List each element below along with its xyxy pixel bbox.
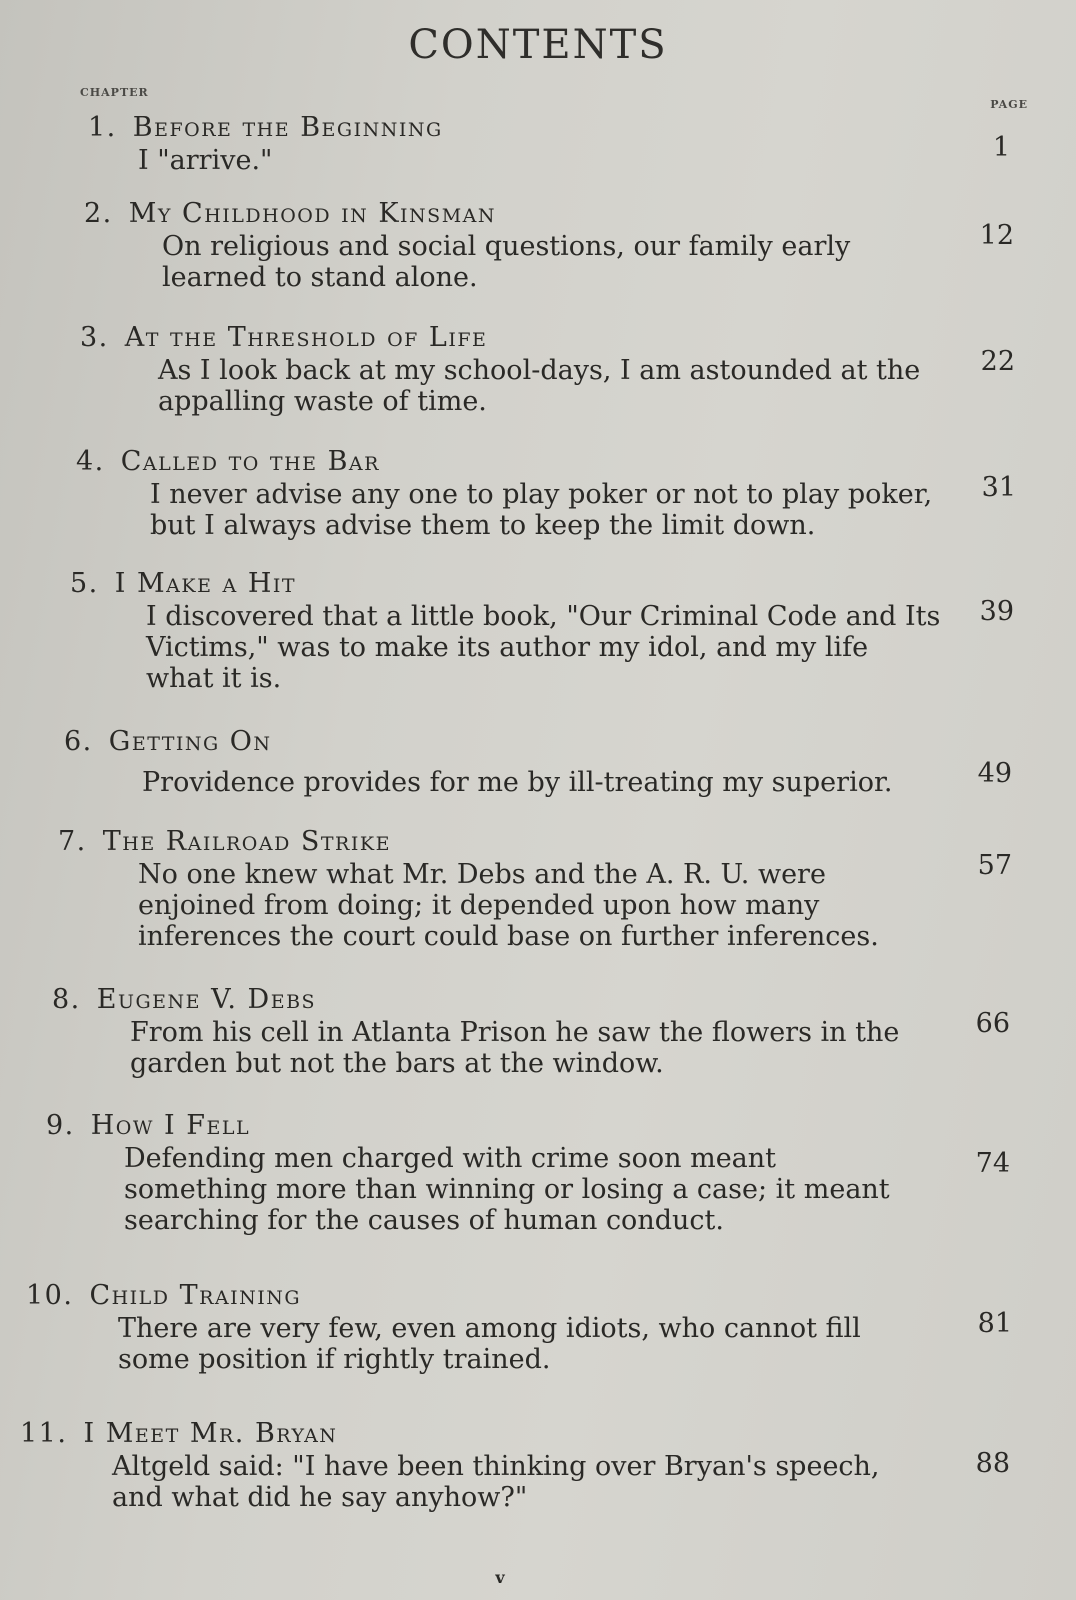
- page-title: CONTENTS: [408, 22, 668, 68]
- chapter-page-number: 88: [975, 1448, 1010, 1479]
- chapter-title: Called to the Bar: [120, 446, 380, 477]
- chapter-page-number: 39: [979, 596, 1014, 627]
- chapter-title: At the Threshold of Life: [124, 322, 488, 353]
- chapter-page-number: 74: [975, 1148, 1010, 1179]
- chapter-summary: There are very few, even among idiots, who cannot fill some position if rightly trained.: [118, 1313, 861, 1375]
- chapter-summary: Providence provides for me by ill-treating my superior.: [142, 767, 893, 798]
- chapter-summary: I "arrive.": [138, 145, 273, 176]
- chapter-page-number: 57: [977, 850, 1012, 881]
- chapter-number: 2.: [84, 198, 113, 229]
- toc-entry-7: [58, 826, 1048, 952]
- chapter-page-number: 66: [975, 1008, 1010, 1039]
- toc-entry-10: [26, 1280, 1016, 1375]
- chapter-title: Getting On: [108, 726, 272, 757]
- chapter-page-number: 31: [981, 472, 1016, 503]
- chapter-summary: No one knew what Mr. Debs and the A. R. U. were enjoined from doing; it depended upon how many inferences the court could base on further inferences.: [138, 859, 879, 952]
- chapter-summary: I never advise any one to play poker or not to play poker, but I always advise them to keep the limit down.: [150, 479, 933, 541]
- toc-entry-2: [84, 198, 1074, 293]
- chapter-number: 7.: [58, 826, 87, 857]
- chapter-number: 8.: [52, 984, 81, 1015]
- chapter-number: 10.: [26, 1280, 74, 1311]
- chapter-title: Child Training: [89, 1280, 302, 1311]
- toc-entry-8: [52, 984, 1042, 1079]
- chapter-number: 1.: [88, 112, 117, 143]
- chapter-summary: Altgeld said: "I have been thinking over Bryan's speech, and what did he say anyhow?": [112, 1451, 880, 1513]
- page-folio: v: [495, 1568, 505, 1587]
- chapter-summary: As I look back at my school-days, I am astounded at the appalling waste of time.: [158, 355, 921, 417]
- chapter-page-number: 1: [992, 132, 1010, 163]
- chapter-summary: I discovered that a little book, "Our Criminal Code and Its Victims," was to make its author my idol, and my life what it is.: [146, 601, 941, 694]
- chapter-title: Eugene V. Debs: [96, 984, 317, 1015]
- toc-entry-5: [70, 568, 1060, 694]
- chapter-title: The Railroad Strike: [102, 826, 391, 857]
- chapter-title: I Make a Hit: [114, 568, 297, 599]
- chapter-page-number: 49: [977, 758, 1012, 789]
- toc-entry-1: [88, 112, 1076, 176]
- chapter-number: 6.: [64, 726, 93, 757]
- chapter-title: I Meet Mr. Bryan: [83, 1418, 338, 1449]
- chapter-number: 3.: [80, 322, 109, 353]
- chapter-page-number: 12: [979, 220, 1014, 251]
- toc-entry-9: [46, 1110, 1036, 1236]
- toc-entry-4: [76, 446, 1066, 541]
- page-column-header: PAGE: [990, 98, 1028, 111]
- chapter-summary: Defending men charged with crime soon meant something more than winning or losing a case; it meant searching for the causes of human conduct.: [124, 1143, 890, 1236]
- chapter-title: How I Fell: [90, 1110, 251, 1141]
- toc-entry-11: [20, 1418, 1010, 1513]
- chapter-page-number: 22: [980, 346, 1015, 377]
- chapter-summary: On religious and social questions, our family early learned to stand alone.: [162, 231, 851, 293]
- chapter-summary: From his cell in Atlanta Prison he saw the flowers in the garden but not the bars at the window.: [130, 1017, 900, 1079]
- chapter-title: Before the Beginning: [132, 112, 443, 143]
- chapter-column-header: CHAPTER: [80, 86, 149, 99]
- chapter-number: 4.: [76, 446, 105, 477]
- chapter-number: 9.: [46, 1110, 75, 1141]
- toc-entry-3: [80, 322, 1070, 417]
- chapter-title: My Childhood in Kinsman: [128, 198, 496, 229]
- chapter-number: 5.: [70, 568, 99, 599]
- chapter-number: 11.: [20, 1418, 68, 1449]
- chapter-page-number: 81: [977, 1308, 1012, 1339]
- toc-entry-6: [64, 726, 1054, 798]
